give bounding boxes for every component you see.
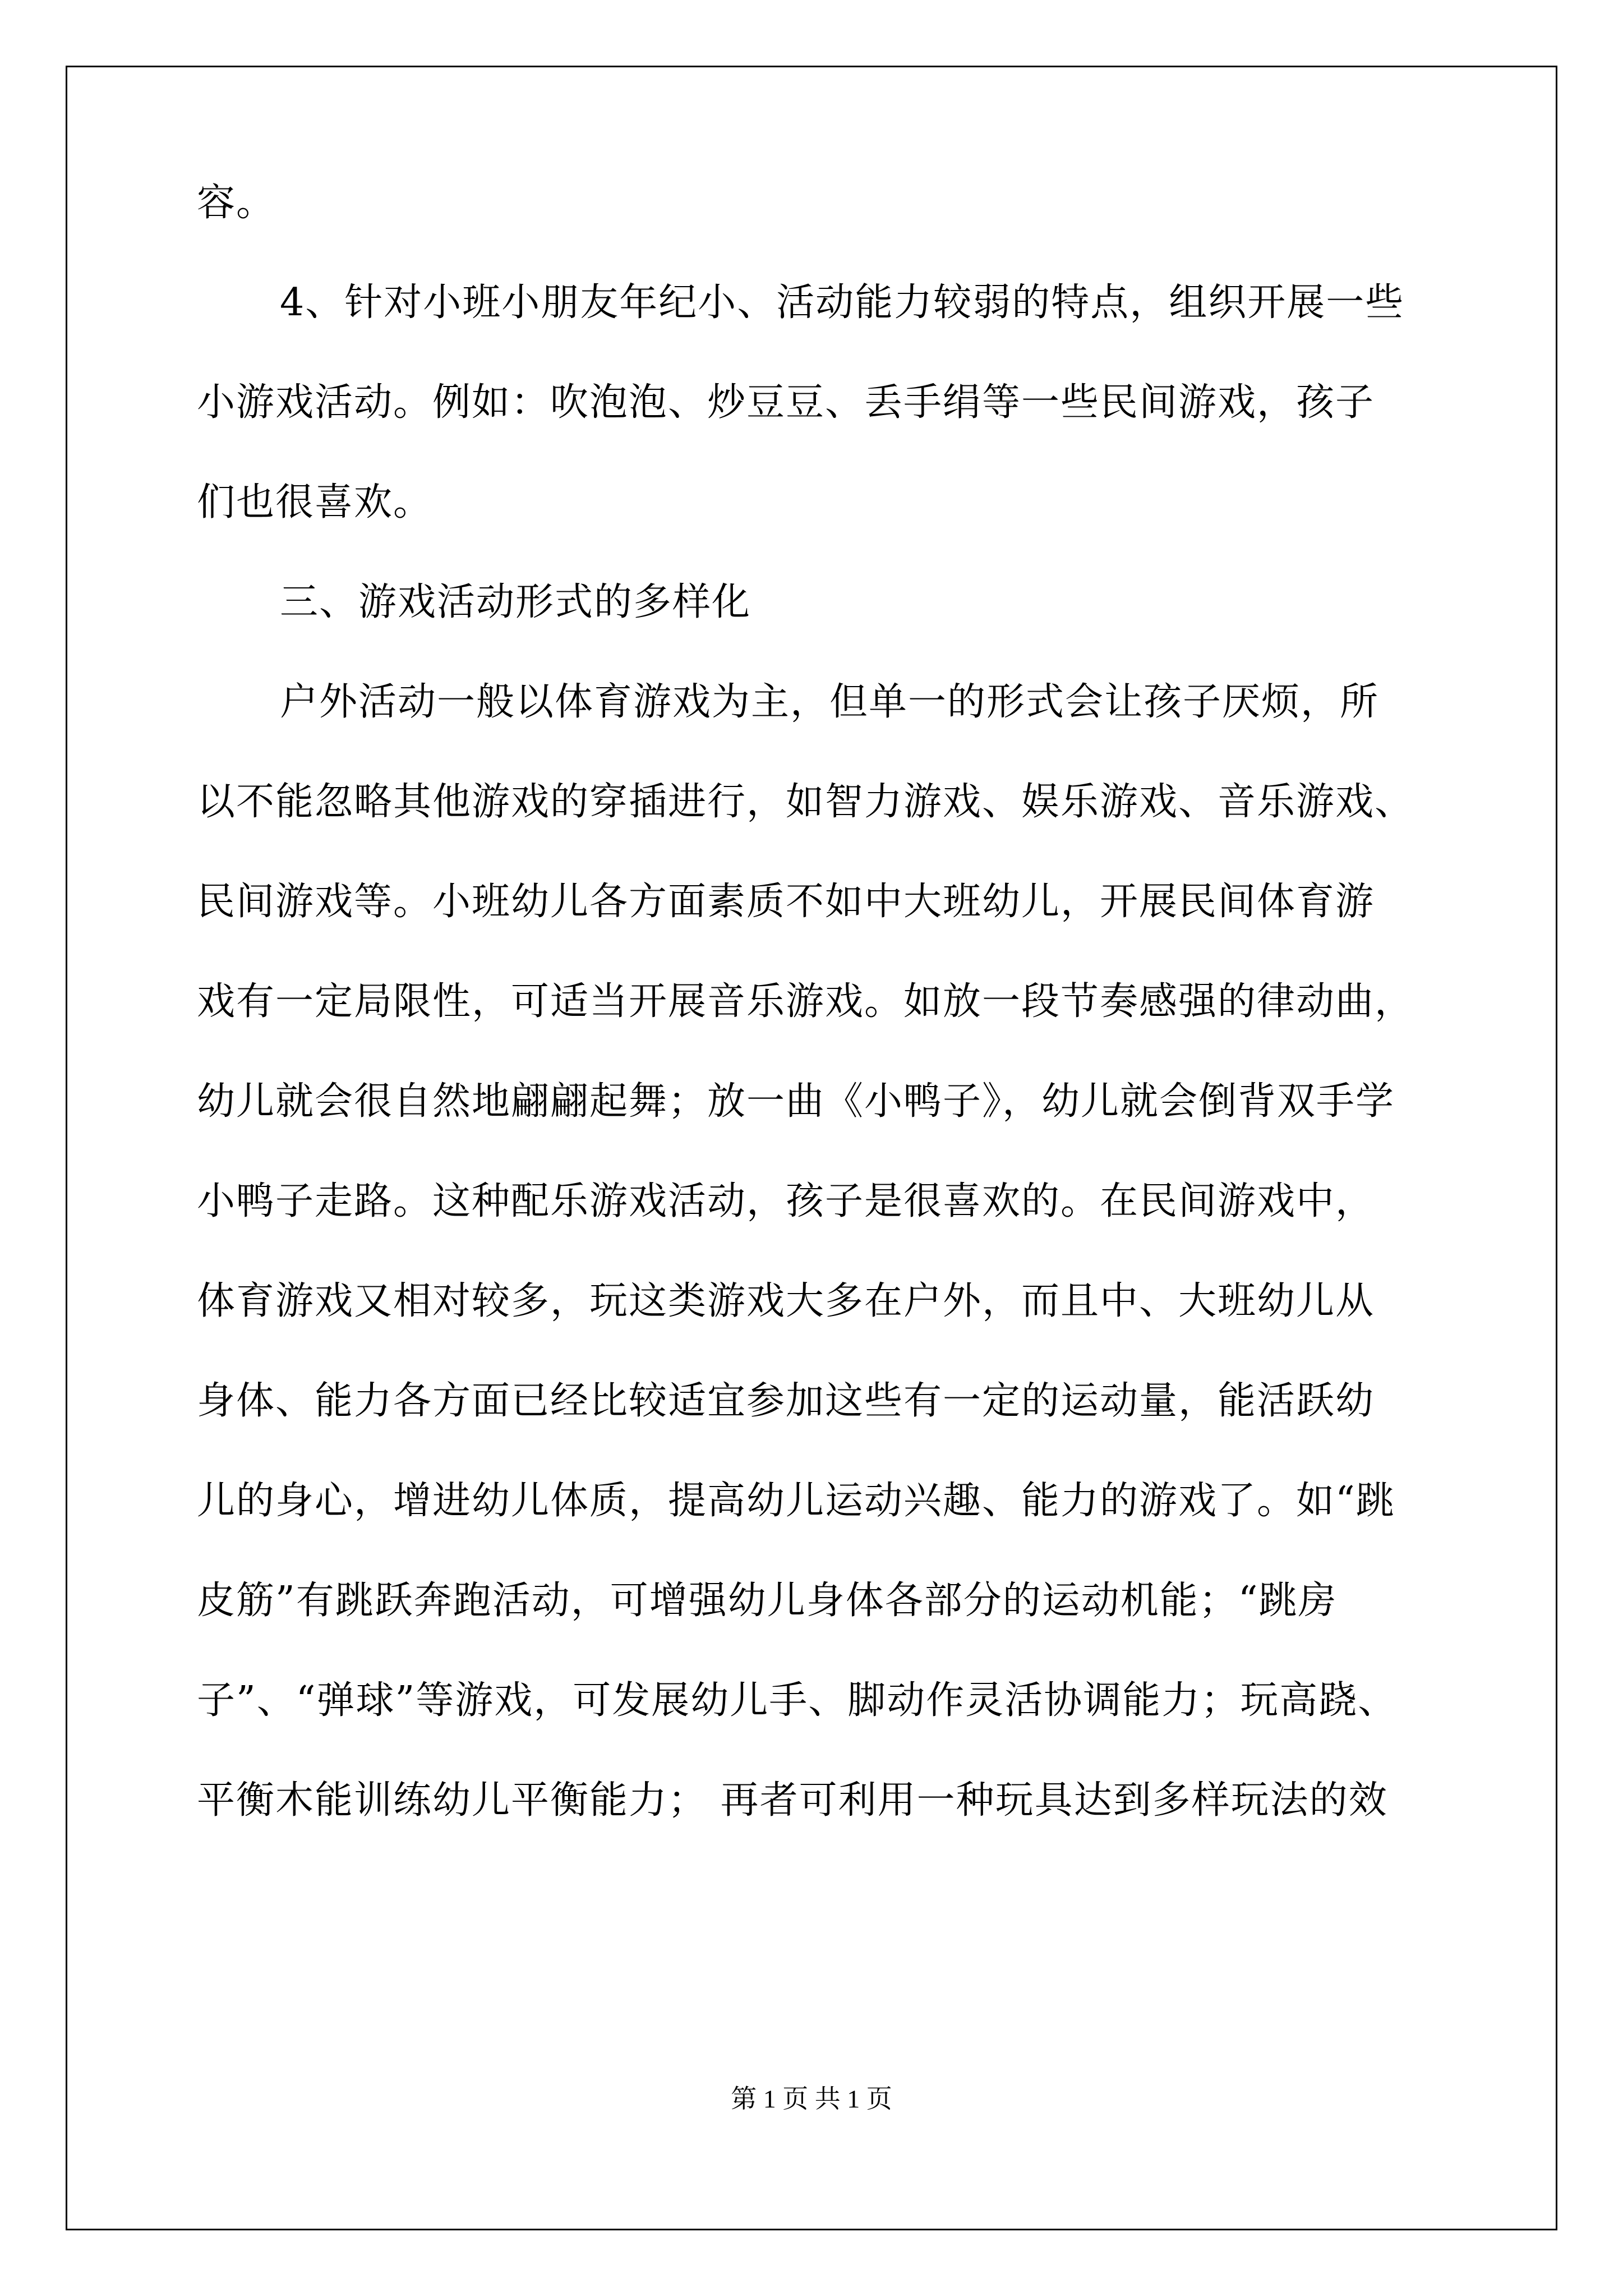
section-heading: 三、游戏活动形式的多样化: [280, 580, 751, 624]
text-line: 户外活动一般以体育游戏为主，但单一的形式会让孩子厌烦，所: [280, 680, 1380, 724]
text-line: 平衡木能训练幼儿平衡能力； 再者可利用一种玩具达到多样玩法的效: [197, 1778, 1388, 1823]
text-line: 身体、能力各方面已经比较适宜参加这些有一定的运动量，能活跃幼: [197, 1379, 1375, 1423]
text-line: 小鸭子走路。这种配乐游戏活动，孩子是很喜欢的。在民间游戏中，: [197, 1179, 1375, 1223]
text-line: 皮筋”有跳跃奔跑活动，可增强幼儿身体各部分的运动机能；“跳房: [197, 1579, 1338, 1623]
text-line: 体育游戏又相对较多，玩这类游戏大多在户外，而且中、大班幼儿从: [197, 1279, 1375, 1323]
page-number-footer: 第 1 页 共 1 页: [731, 2085, 892, 2113]
text-line: 4、针对小班小朋友年纪小、活动能力较弱的特点，组织开展一些: [280, 280, 1405, 325]
text-line: 子”、“弹球”等游戏，可发展幼儿手、脚动作灵活协调能力；玩高跷、: [197, 1678, 1398, 1723]
text-line: 戏有一定局限性，可适当开展音乐游戏。如放一段节奏感强的律动曲，: [197, 979, 1414, 1024]
text-line: 容。: [197, 181, 276, 225]
text-line: 们也很喜欢。: [197, 480, 433, 524]
text-line: 以不能忽略其他游戏的穿插进行，如智力游戏、娱乐游戏、音乐游戏、: [197, 780, 1414, 824]
text-line: 儿的身心，增进幼儿体质，提高幼儿运动兴趣、能力的游戏了。如“跳: [197, 1479, 1395, 1523]
text-line: 幼儿就会很自然地翩翩起舞；放一曲《小鸭子》，幼儿就会倒背双手学: [197, 1079, 1395, 1124]
text-line: 民间游戏等。小班幼儿各方面素质不如中大班幼儿，开展民间体育游: [197, 880, 1375, 924]
text-line: 小游戏活动。例如：吹泡泡、炒豆豆、丢手绢等一些民间游戏，孩子: [197, 380, 1375, 425]
